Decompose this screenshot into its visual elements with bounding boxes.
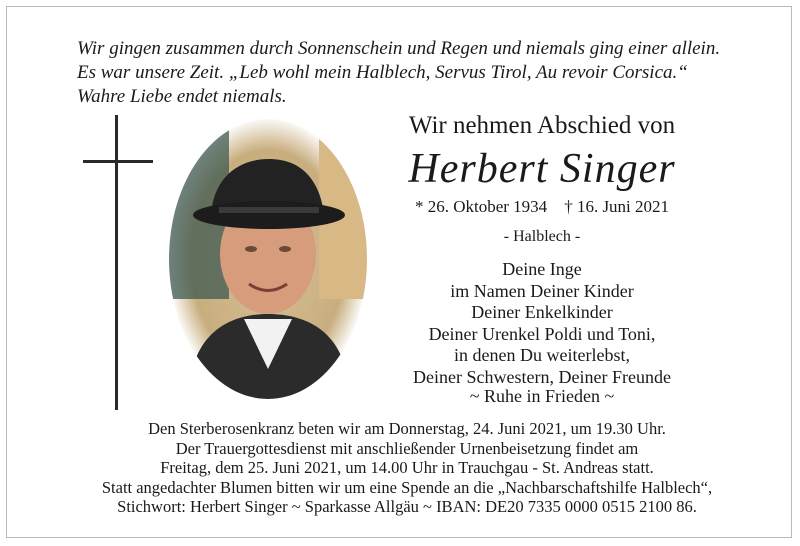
quote-line: Es war unsere Zeit. „Leb wohl mein Halblech, Servus Tirol, Au revoir Corsica.“	[77, 62, 688, 83]
birth-date: * 26. Oktober 1934	[414, 197, 548, 216]
death-date: † 16. Juni 2021	[564, 197, 670, 216]
obituary-frame	[6, 6, 792, 538]
rest-in-peace: ~ Ruhe in Frieden ~	[469, 386, 615, 406]
mourner-line: Deiner Urenkel Poldi und Toni,	[428, 323, 656, 344]
notice-line: Freitag, dem 25. Juni 2021, um 14.00 Uhr in Trauchgau - St. Andreas statt.	[160, 458, 654, 478]
mourner-line: Deine Inge	[502, 259, 582, 279]
service-notices	[37, 419, 777, 517]
cross-icon-horizontal	[83, 160, 153, 163]
notice-line: Statt angedachter Blumen bitten wir um eine Spende an die „Nachbarschaftshilfe Halblech“,	[101, 477, 713, 497]
mourner-line: Deiner Schwestern, Deiner Freunde	[413, 366, 671, 387]
mourner-line: im Namen Deiner Kinder	[450, 280, 634, 301]
mourners-list	[367, 259, 717, 389]
mourner-line: Deiner Enkelkinder	[471, 302, 613, 323]
deceased-name: Herbert Singer	[408, 146, 676, 192]
notice-line: Stichwort: Herbert Singer ~ Sparkasse Allgäu ~ IBAN: DE20 7335 0000 0515 2100 86.	[117, 497, 697, 517]
heading: Wir nehmen Abschied von	[408, 112, 676, 139]
portrait-photo	[169, 119, 367, 399]
quote-line: Wahre Liebe endet niemals.	[77, 86, 287, 107]
notice-line: Den Sterberosenkranz beten wir am Donnerstag, 24. Juni 2021, um 19.30 Uhr.	[148, 419, 666, 438]
quote-text	[77, 37, 787, 109]
notice-line: Der Trauergottesdienst mit anschließender Urnenbeisetzung findet am	[175, 438, 639, 458]
life-dates	[387, 195, 697, 219]
quote-line: Wir gingen zusammen durch Sonnenschein und Regen und niemals ging einer allein.	[77, 38, 721, 59]
place: - Halblech -	[503, 228, 581, 245]
mourner-line: in denen Du weiterlebst,	[454, 345, 630, 366]
